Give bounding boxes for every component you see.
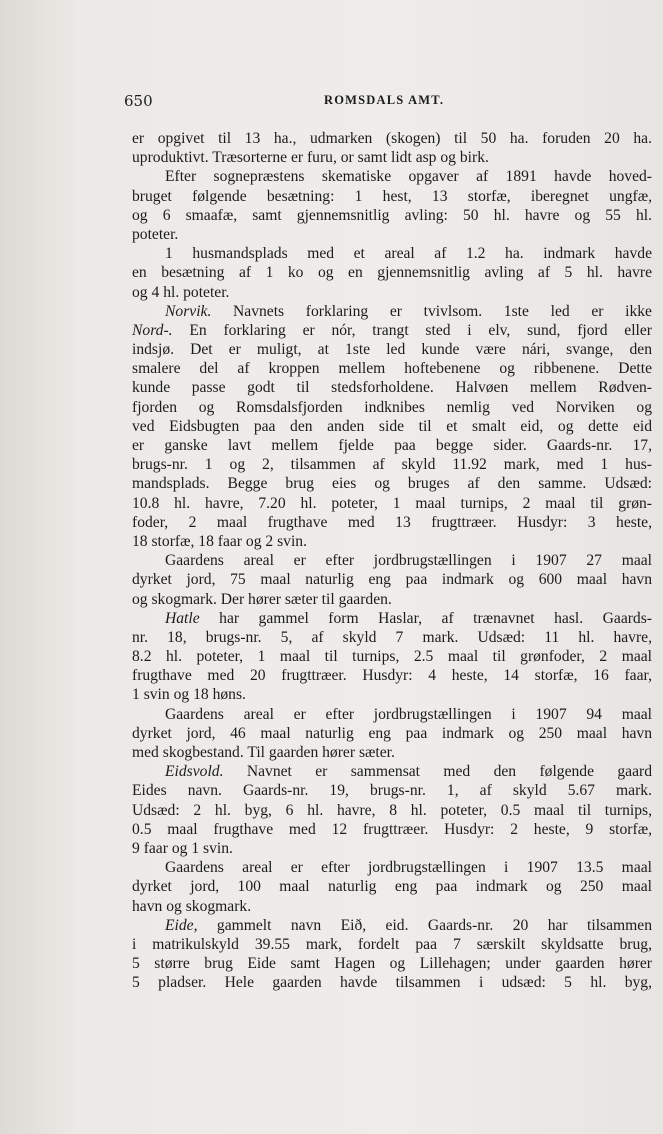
text-line: [132, 666, 652, 685]
page-header: [124, 92, 564, 112]
text-line: [132, 916, 652, 935]
line-text: bruget følgende besætning: 1 hest, 13 storfæ, iberegnet ungfæ,: [132, 187, 652, 205]
entry-lemma: Norvik.: [165, 302, 212, 320]
line-text: Efter sognepræstens skematiske opgaver af 1891 havde hoved-: [165, 168, 652, 186]
line-text: 5 pladser. Hele gaarden havde tilsammen i udsæd: 5 hl. byg,: [132, 974, 652, 992]
line-text: nr. 18, brugs-nr. 5, af skyld 7 mark. Udsæd: 11 hl. havre,: [132, 628, 652, 646]
line-text: og skogmark. Der hører sæter til gaarden.: [132, 590, 392, 608]
text-line: [132, 935, 652, 954]
text-line: [132, 570, 652, 589]
line-text: ved Eidsbugten paa den anden side til et smalt eid, og dette eid: [132, 417, 652, 435]
line-text: kunde passe godt til stedsforholdene. Halvøen mellem Rødven-: [132, 379, 652, 397]
line-text: 1 husmandsplads med et areal af 1.2 ha. indmark havde: [165, 245, 652, 263]
text-line: [132, 724, 652, 743]
line-text: 5 større brug Eide samt Hagen og Lillehagen; under gaarden hører: [132, 955, 652, 973]
text-line: [132, 417, 652, 436]
line-text: en besætning af 1 ko og en gjennemsnitlig avling af 5 hl. havre: [132, 264, 652, 282]
line-text: har gammel form Haslar, af trænavnet hasl. Gaards-: [219, 609, 652, 627]
entry-lemma: Eidsvold.: [165, 763, 224, 781]
text-line: [132, 129, 652, 148]
line-text: Gaardens areal er efter jordbrugstællingen i 1907 13.5 maal: [165, 859, 652, 877]
text-line: [132, 167, 652, 186]
text-line: [132, 263, 652, 282]
line-text: mandsplads. Begge brug eies og bruges af den samme. Udsæd:: [132, 475, 652, 493]
text-line: [132, 532, 652, 551]
text-line: [132, 187, 652, 206]
text-line: [132, 877, 652, 896]
text-line: [132, 628, 652, 647]
line-text: er opgivet til 13 ha., udmarken (skogen) til 50 ha. foruden 20 ha.: [132, 130, 652, 147]
line-text: fjorden og Romsdalsfjorden indknibes nemlig ved Norviken og: [132, 398, 652, 416]
text-line: [132, 436, 652, 455]
text-line: [132, 398, 652, 417]
line-text: uproduktivt. Træsorterne er furu, or samt lidt asp og birk.: [132, 149, 489, 167]
line-text: med skogbestand. Til gaarden hører sæter.: [132, 744, 395, 761]
line-text: smalere del af kroppen mellem hoftebenene og ribbenene. Dette: [132, 360, 652, 378]
text-line: [132, 858, 652, 877]
line-text: indsjø. Det er muligt, at 1ste led kunde være nári, svange, den: [132, 341, 652, 359]
line-text: 0.5 maal frugthave med 12 frugttræer. Husdyr: 2 heste, 9 storfæ,: [132, 820, 652, 838]
line-text: 1 svin og 18 høns.: [132, 686, 246, 704]
line-text: dyrket jord, 46 maal naturlig eng paa indmark og 250 maal havn: [132, 724, 652, 742]
entry-lemma: Eide,: [165, 916, 198, 934]
running-title: ROMSDALS AMT.: [324, 93, 445, 107]
text-line: [132, 954, 652, 973]
line-text: i matrikulskyld 39.55 mark, fordelt paa 7 særskilt skyldsatte brug,: [132, 935, 652, 953]
text-line: [132, 474, 652, 493]
text-line: [132, 973, 652, 992]
text-line: [132, 244, 652, 263]
text-line: [132, 321, 652, 340]
line-text: dyrket jord, 75 maal naturlig eng paa indmark og 600 maal havn: [132, 571, 652, 589]
page-number: 650: [124, 92, 153, 110]
entry-lemma: Hatle: [165, 609, 200, 627]
entry-lemma: Nord-.: [132, 321, 173, 339]
text-line: [132, 513, 652, 532]
line-text: Eides navn. Gaards-nr. 19, brugs-nr. 1, af skyld 5.67 mark.: [132, 782, 652, 800]
line-text: og 6 smaafæ, samt gjennemsnitlig avling: 50 hl. havre og 55 hl.: [132, 206, 652, 224]
line-text: 9 faar og 1 svin.: [132, 839, 233, 857]
line-text: En forklaring er nór, trangt sted i elv, sund, fjord eller: [189, 321, 653, 339]
text-line: [132, 897, 652, 916]
line-text: dyrket jord, 100 maal naturlig eng paa indmark og 250 maal: [132, 878, 652, 896]
line-text: 8.2 hl. poteter, 1 maal til turnips, 2.5 maal til grønfoder, 2 maal: [132, 648, 652, 666]
text-line: [132, 590, 652, 609]
line-text: og 4 hl. poteter.: [132, 283, 230, 301]
line-text: Navnets forklaring er tvivlsom. 1ste led er ikke: [233, 302, 652, 320]
line-text: Gaardens areal er efter jordbrugstællingen i 1907 94 maal: [165, 705, 652, 723]
line-text: er ganske lavt mellem fjelde paa begge sider. Gaards-nr. 17,: [132, 437, 652, 454]
text-line: [132, 820, 652, 839]
line-text: 10.8 hl. havre, 7.20 hl. poteter, 1 maal turnips, 2 maal til grøn-: [132, 494, 652, 512]
text-line: [132, 206, 652, 225]
text-line: [132, 781, 652, 800]
text-line: [132, 359, 652, 378]
line-text: gammelt navn Eið, eid. Gaards-nr. 20 har tilsammen: [216, 916, 652, 934]
text-line: [132, 225, 652, 244]
line-text: havn og skogmark.: [132, 897, 252, 915]
body-text: [132, 129, 652, 992]
line-text: Udsæd: 2 hl. byg, 6 hl. havre, 8 hl. poteter, 0.5 maal til turnips,: [132, 801, 652, 819]
text-line: [132, 283, 652, 302]
line-text: poteter.: [132, 225, 179, 243]
text-line: [132, 378, 652, 397]
text-line: [132, 801, 652, 820]
line-text: brugs-nr. 1 og 2, tilsammen af skyld 11.92 mark, med 1 hus-: [132, 456, 652, 474]
line-text: Gaardens areal er efter jordbrugstællingen i 1907 27 maal: [165, 552, 652, 570]
line-text: 18 storfæ, 18 faar og 2 svin.: [132, 532, 307, 550]
text-line: [132, 705, 652, 724]
text-line: [132, 494, 652, 513]
line-text: Navnet er sammensat med den følgende gaard: [246, 763, 653, 781]
text-line: [132, 685, 652, 704]
text-line: [132, 340, 652, 359]
text-line: [132, 647, 652, 666]
line-text: foder, 2 maal frugthave med 13 frugttræer. Husdyr: 3 heste,: [132, 513, 652, 531]
text-line: [132, 148, 652, 167]
text-line: [132, 455, 652, 474]
text-line: [132, 551, 652, 570]
text-line: [132, 762, 652, 781]
text-line: [132, 839, 652, 858]
line-text: frugthave med 20 frugttræer. Husdyr: 4 heste, 14 storfæ, 16 faar,: [132, 667, 652, 685]
text-line: [132, 743, 652, 762]
text-line: [132, 609, 652, 628]
text-line: [132, 302, 652, 321]
